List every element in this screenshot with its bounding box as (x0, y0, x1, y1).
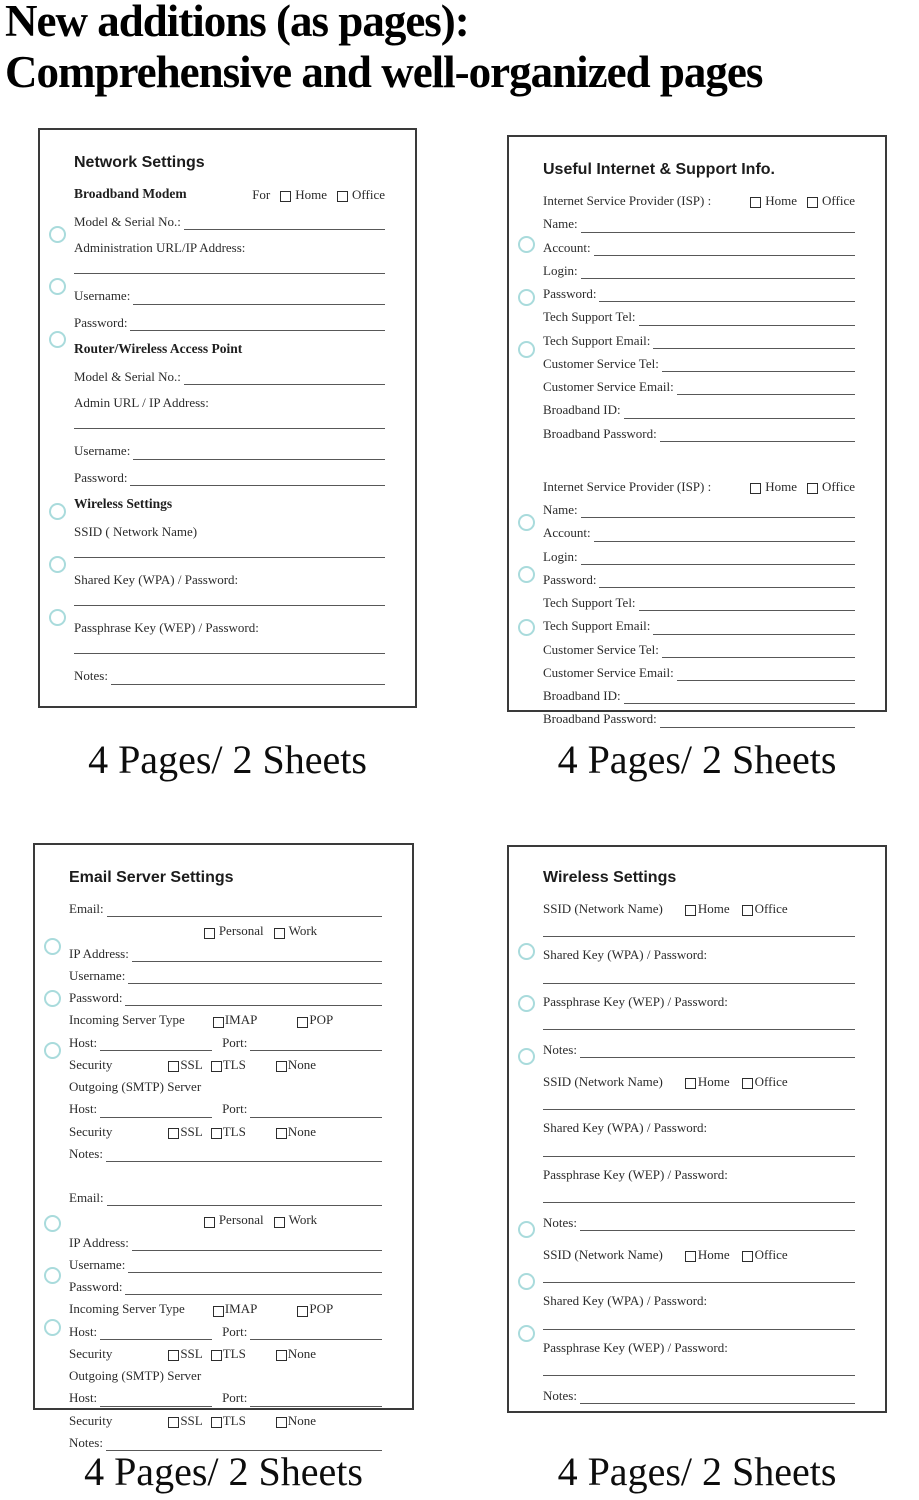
home-checkbox-icon (750, 197, 761, 208)
field-label: Outgoing (SMTP) Server (69, 1079, 202, 1094)
block-gap (69, 1168, 382, 1190)
tls-checkbox-label: TLS (222, 1412, 246, 1428)
field-label: Password: (74, 314, 128, 330)
field-label: Broadband ID: (543, 402, 621, 418)
host-port-row (69, 1324, 382, 1340)
incoming-server-type-row (69, 1012, 382, 1028)
write-in-line (543, 1328, 855, 1330)
model-serial-field (74, 214, 385, 230)
write-in-line (581, 515, 855, 518)
field-label: Login: (543, 548, 578, 564)
field-label: Tech Support Tel: (543, 595, 636, 610)
password-field (69, 990, 382, 1006)
field-label: Customer Service Tel: (543, 355, 659, 371)
field-label: Model & Serial No.: (74, 213, 181, 229)
write-in-line (184, 227, 385, 230)
isp-label: Internet Service Provider (ISP) : (543, 193, 712, 208)
ssid-row (543, 1074, 855, 1090)
write-in-line (130, 328, 385, 331)
none-checkbox-icon (276, 1128, 287, 1139)
write-in-line (125, 1003, 382, 1006)
email-field (69, 1190, 382, 1206)
field-label: Password: (69, 990, 123, 1005)
office-checkbox-label: Office (754, 901, 788, 916)
work-checkbox-label: Work (288, 923, 318, 939)
write-in-line (100, 1337, 212, 1340)
write-in-line (624, 701, 855, 704)
field-label: Username: (74, 443, 131, 459)
field-label: Notes: (543, 1387, 577, 1403)
wireless-heading-row (74, 496, 385, 513)
field-label: IP Address: (69, 1234, 129, 1250)
office-checkbox-icon (742, 1251, 753, 1262)
field-label: Account: (543, 239, 591, 255)
host-port-row (69, 1390, 382, 1406)
write-in-line (639, 608, 855, 611)
office-checkbox-label: Office (754, 1074, 788, 1089)
router-heading-row (74, 341, 385, 358)
write-in-line (660, 439, 855, 442)
outgoing-smtp-label-row (69, 1368, 382, 1384)
none-checkbox-label: None (287, 1412, 317, 1428)
customer-service-tel-field (543, 356, 855, 372)
field-label: Username: (69, 1256, 126, 1272)
host-port-row (69, 1035, 382, 1051)
write-in-line (543, 1108, 855, 1110)
section-heading: Wireless Settings (74, 495, 173, 511)
home-checkbox-icon (685, 1078, 696, 1089)
host-label: Host: (69, 1101, 98, 1117)
write-in-line (662, 369, 855, 372)
write-in-line (660, 725, 855, 728)
field-label: SSID ( Network Name) (74, 523, 198, 539)
notes-field (543, 1042, 855, 1058)
write-in-line (125, 1292, 382, 1295)
ssl-checkbox-icon (168, 1128, 179, 1139)
wpa-label-row (74, 572, 385, 588)
field-label: Security (69, 1345, 113, 1361)
write-in-line (543, 935, 855, 937)
field-label: Login: (543, 262, 578, 278)
pop-checkbox-label: POP (309, 1301, 334, 1317)
field-label: Model & Serial No.: (74, 368, 181, 384)
card-title: Network Settings (74, 154, 205, 171)
ssl-checkbox-icon (168, 1417, 179, 1428)
office-checkbox-label: Office (352, 186, 385, 202)
ssl-checkbox-label: SSL (180, 1345, 203, 1361)
field-label: SSID (Network Name) (543, 1074, 663, 1089)
write-in-line (133, 457, 385, 460)
pages-sheets-caption: 4 Pages/ 2 Sheets (557, 737, 837, 782)
write-in-line (653, 632, 855, 635)
home-checkbox-label: Home (697, 1074, 730, 1089)
write-in-line (250, 1404, 382, 1407)
field-label: Notes: (74, 668, 108, 684)
field-label: Broadband ID: (543, 688, 621, 703)
admin-url-label-row (74, 395, 385, 411)
ssid-label-row (74, 524, 385, 540)
field-label: Passphrase Key (WEP) / Password: (543, 1339, 728, 1355)
pop-checkbox-icon (297, 1017, 308, 1028)
imap-checkbox-label: IMAP (224, 1012, 258, 1028)
personal-checkbox-label: Personal (218, 923, 264, 939)
field-label: Shared Key (WPA) / Password: (74, 571, 239, 587)
tls-checkbox-icon (211, 1417, 222, 1428)
customer-service-tel-field (543, 642, 855, 658)
write-in-line (128, 981, 382, 984)
field-label: Customer Service Email: (543, 379, 674, 394)
username-field (74, 443, 385, 459)
page-title-line1: New additions (as pages): (5, 0, 469, 46)
model-serial-field (74, 369, 385, 385)
write-in-line (581, 276, 855, 279)
write-in-line (184, 382, 385, 385)
field-label: Password: (69, 1279, 123, 1294)
port-label: Port: (222, 1390, 248, 1406)
block-gap (543, 449, 855, 479)
port-label: Port: (222, 1101, 248, 1117)
wep-label-row (74, 620, 385, 636)
host-label: Host: (69, 1034, 98, 1050)
email-server-settings-page (33, 843, 414, 1450)
login-field (543, 549, 855, 565)
field-label: Name: (543, 216, 578, 232)
home-checkbox-icon (280, 191, 291, 202)
write-in-line (111, 682, 385, 685)
work-checkbox-icon (274, 928, 285, 939)
write-in-line (594, 253, 855, 256)
ssid-row (543, 1247, 855, 1263)
write-in-line (128, 1270, 382, 1273)
write-in-line (677, 678, 855, 681)
write-in-line (100, 1115, 212, 1118)
username-field (74, 288, 385, 304)
field-label: Broadband Password: (543, 711, 657, 727)
field-label: SSID (Network Name) (543, 1247, 663, 1262)
write-in-line (662, 655, 855, 658)
office-checkbox-label: Office (754, 1247, 788, 1262)
name-field (543, 216, 855, 232)
home-checkbox-label: Home (697, 901, 730, 916)
write-in-line (130, 483, 385, 486)
home-checkbox-label: Home (765, 193, 798, 208)
office-checkbox-icon (742, 905, 753, 916)
username-field (69, 968, 382, 984)
isp-label: Internet Service Provider (ISP) : (543, 478, 712, 494)
write-in-line (74, 272, 385, 274)
write-in-line (250, 1048, 382, 1051)
ssl-checkbox-label: SSL (180, 1056, 203, 1072)
field-label: Shared Key (WPA) / Password: (543, 1293, 708, 1309)
tech-support-tel-field (543, 309, 855, 325)
password-field (543, 286, 855, 302)
tls-checkbox-label: TLS (222, 1345, 246, 1361)
field-label: Security (69, 1412, 113, 1428)
isp-heading-row (543, 479, 855, 495)
wireless-settings-page (507, 845, 887, 1413)
host-label: Host: (69, 1390, 98, 1406)
field-label: Tech Support Email: (543, 332, 651, 348)
write-in-line (133, 302, 385, 305)
field-label: IP Address: (69, 945, 129, 961)
field-label: Account: (543, 525, 591, 541)
login-field (543, 263, 855, 279)
field-label: Administration URL/IP Address: (74, 240, 246, 256)
field-label: Notes: (543, 1041, 577, 1057)
write-in-line (580, 1228, 855, 1231)
name-field (543, 502, 855, 518)
security-row (69, 1346, 382, 1362)
section-heading: Broadband Modem (74, 186, 187, 201)
write-in-line (543, 1374, 855, 1376)
pop-checkbox-label: POP (309, 1012, 334, 1028)
tech-support-tel-field (543, 595, 855, 611)
write-in-line (639, 323, 855, 326)
office-checkbox-label: Office (822, 478, 855, 494)
incoming-server-type-row (69, 1301, 382, 1317)
outgoing-smtp-label-row (69, 1079, 382, 1095)
tls-checkbox-label: TLS (222, 1056, 246, 1072)
write-in-line (250, 1115, 382, 1118)
none-checkbox-label: None (287, 1123, 317, 1139)
home-checkbox-icon (750, 483, 761, 494)
card-content (40, 130, 415, 706)
personal-work-row (69, 923, 382, 939)
pages-sheets-caption: 4 Pages/ 2 Sheets (88, 737, 367, 782)
field-label: Tech Support Email: (543, 618, 651, 634)
personal-work-row (69, 1212, 382, 1228)
field-label: Notes: (543, 1214, 577, 1230)
broadband-id-field (543, 402, 855, 418)
host-port-row (69, 1101, 382, 1117)
wep-label-row (543, 1340, 855, 1356)
write-in-line (599, 585, 855, 588)
home-checkbox-icon (685, 1251, 696, 1262)
ssl-checkbox-icon (168, 1061, 179, 1072)
none-checkbox-icon (276, 1061, 287, 1072)
page-title (5, 0, 762, 98)
field-label: SSID (Network Name) (543, 901, 663, 916)
write-in-line (543, 1155, 855, 1157)
ssl-checkbox-icon (168, 1350, 179, 1361)
notes-field (543, 1388, 855, 1404)
field-label: Notes: (69, 1434, 103, 1450)
field-label: Email: (69, 901, 104, 916)
pop-checkbox-icon (297, 1306, 308, 1317)
field-label: Passphrase Key (WEP) / Password: (543, 1166, 728, 1182)
port-label: Port: (222, 1323, 248, 1339)
none-checkbox-icon (276, 1417, 287, 1428)
field-label: Email: (69, 1190, 104, 1205)
work-checkbox-icon (274, 1217, 285, 1228)
write-in-line (580, 1055, 855, 1058)
field-label: Notes: (69, 1145, 103, 1161)
ssl-checkbox-label: SSL (180, 1123, 203, 1139)
personal-checkbox-icon (204, 1217, 215, 1228)
account-field (543, 525, 855, 541)
card-content (509, 137, 885, 727)
broadband-modem-row (74, 186, 385, 203)
write-in-line (543, 1281, 855, 1283)
none-checkbox-icon (276, 1350, 287, 1361)
card-title: Useful Internet & Support Info. (543, 161, 775, 178)
ssl-checkbox-label: SSL (180, 1412, 203, 1428)
notes-field (69, 1146, 382, 1162)
card-content (35, 845, 412, 1450)
email-field (69, 901, 382, 917)
password-field (69, 1279, 382, 1295)
field-label: Passphrase Key (WEP) / Password: (543, 993, 728, 1009)
field-label: Incoming Server Type (69, 1301, 185, 1317)
field-label: Outgoing (SMTP) Server (69, 1368, 202, 1383)
write-in-line (594, 539, 855, 542)
write-in-line (677, 392, 855, 395)
ip-address-field (69, 1235, 382, 1251)
notes-field (74, 668, 385, 684)
password-field (74, 315, 385, 331)
write-in-line (580, 1401, 855, 1404)
security-row (69, 1413, 382, 1429)
write-in-line (107, 1203, 382, 1206)
tls-checkbox-label: TLS (222, 1123, 246, 1139)
wep-label-row (543, 994, 855, 1010)
page-title-line2: Comprehensive and well-organized pages (5, 46, 763, 97)
field-label: Name: (543, 502, 578, 517)
notes-field (543, 1215, 855, 1231)
write-in-line (74, 604, 385, 606)
write-in-line (581, 562, 855, 565)
write-in-line (100, 1404, 212, 1407)
field-label: Username: (69, 967, 126, 983)
pages-sheets-caption: 4 Pages/ 2 Sheets (84, 1449, 363, 1494)
account-field (543, 240, 855, 256)
write-in-line (107, 914, 382, 917)
office-checkbox-label: Office (822, 193, 855, 208)
field-label: Admin URL / IP Address: (74, 395, 209, 410)
none-checkbox-label: None (287, 1056, 317, 1072)
card-content (509, 847, 885, 1411)
office-checkbox-icon (337, 191, 348, 202)
field-label: Security (69, 1123, 113, 1139)
wpa-label-row (543, 1120, 855, 1136)
password-field (74, 470, 385, 486)
field-label: Tech Support Tel: (543, 309, 636, 325)
ssid-row (543, 901, 855, 917)
customer-service-email-field (543, 379, 855, 395)
write-in-line (581, 230, 855, 233)
block-gap (543, 1231, 855, 1247)
write-in-line (132, 1248, 382, 1251)
field-label: Incoming Server Type (69, 1012, 185, 1028)
write-in-line (543, 1201, 855, 1203)
username-field (69, 1257, 382, 1273)
for-label: For (252, 186, 271, 202)
wpa-label-row (543, 947, 855, 963)
field-label: Password: (543, 571, 597, 587)
write-in-line (74, 427, 385, 429)
office-checkbox-icon (742, 1078, 753, 1089)
admin-url-label-row (74, 240, 385, 256)
tech-support-email-field (543, 618, 855, 634)
tech-support-email-field (543, 333, 855, 349)
imap-checkbox-label: IMAP (224, 1301, 258, 1317)
host-label: Host: (69, 1323, 98, 1339)
home-checkbox-label: Home (765, 478, 798, 494)
password-field (543, 572, 855, 588)
write-in-line (100, 1048, 212, 1051)
personal-checkbox-icon (204, 928, 215, 939)
write-in-line (599, 299, 855, 302)
field-label: Security (69, 1056, 113, 1072)
work-checkbox-label: Work (288, 1212, 318, 1228)
network-settings-page (38, 128, 417, 708)
broadband-id-field (543, 688, 855, 704)
field-label: Passphrase Key (WEP) / Password: (74, 620, 259, 636)
field-label: Username: (74, 288, 131, 304)
personal-checkbox-label: Personal (218, 1212, 264, 1228)
write-in-line (653, 346, 855, 349)
write-in-line (250, 1337, 382, 1340)
home-checkbox-label: Home (697, 1247, 730, 1262)
section-heading: Router/Wireless Access Point (74, 340, 243, 356)
pages-sheets-caption: 4 Pages/ 2 Sheets (557, 1449, 837, 1494)
tls-checkbox-icon (211, 1350, 222, 1361)
port-label: Port: (222, 1034, 248, 1050)
block-gap (543, 1058, 855, 1074)
field-label: Password: (543, 286, 597, 301)
office-checkbox-icon (807, 197, 818, 208)
write-in-line (74, 556, 385, 558)
field-label: Password: (74, 469, 128, 485)
ip-address-field (69, 946, 382, 962)
security-row (69, 1124, 382, 1140)
wpa-label-row (543, 1293, 855, 1309)
field-label: Broadband Password: (543, 425, 657, 441)
field-label: Customer Service Tel: (543, 641, 659, 657)
card-title: Email Server Settings (69, 869, 234, 886)
write-in-line (132, 959, 382, 962)
internet-support-info-page (507, 135, 887, 727)
broadband-password-field (543, 426, 855, 442)
isp-heading-row (543, 193, 855, 209)
write-in-line (74, 652, 385, 654)
tls-checkbox-icon (211, 1061, 222, 1072)
write-in-line (624, 416, 855, 419)
customer-service-email-field (543, 665, 855, 681)
wep-label-row (543, 1167, 855, 1183)
imap-checkbox-icon (213, 1017, 224, 1028)
field-label: Customer Service Email: (543, 664, 674, 680)
write-in-line (543, 982, 855, 984)
home-checkbox-label: Home (295, 186, 328, 202)
broadband-password-field (543, 711, 855, 727)
security-row (69, 1057, 382, 1073)
write-in-line (543, 1028, 855, 1030)
home-checkbox-icon (685, 905, 696, 916)
none-checkbox-label: None (287, 1345, 317, 1361)
write-in-line (106, 1159, 382, 1162)
tls-checkbox-icon (211, 1128, 222, 1139)
field-label: Shared Key (WPA) / Password: (543, 1120, 708, 1136)
card-title: Wireless Settings (543, 869, 677, 886)
imap-checkbox-icon (213, 1306, 224, 1317)
field-label: Shared Key (WPA) / Password: (543, 947, 708, 963)
office-checkbox-icon (807, 483, 818, 494)
